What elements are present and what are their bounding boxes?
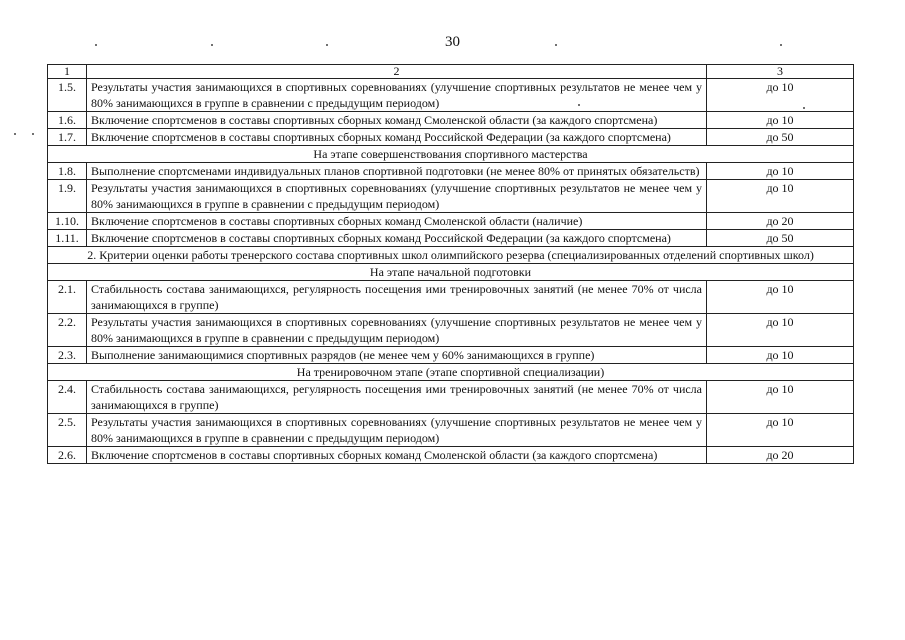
- score-value: до 10: [707, 281, 854, 314]
- table-row: [48, 414, 854, 447]
- table-row: [48, 79, 854, 112]
- row-number: 1.10.: [48, 213, 87, 230]
- scan-speck: [555, 44, 557, 46]
- score-value: до 10: [707, 163, 854, 180]
- section-row: [48, 247, 854, 264]
- table-row: [48, 129, 854, 146]
- section-heading: 2. Критерии оценки работы тренерского состава спортивных школ олимпийского резерва (специализированных отделений спортивных школ): [48, 247, 854, 264]
- criterion-text: Включение спортсменов в составы спортивных сборных команд Смоленской области (за каждого спортсмена): [87, 112, 707, 129]
- table-row: [48, 381, 854, 414]
- section-heading: На тренировочном этапе (этапе спортивной специализации): [48, 364, 854, 381]
- column-header: 3: [707, 65, 854, 79]
- scan-speck: [32, 133, 34, 135]
- score-value: до 20: [707, 213, 854, 230]
- section-heading: На этапе начальной подготовки: [48, 264, 854, 281]
- criteria-table-body: [48, 65, 854, 464]
- scan-speck: [780, 44, 782, 46]
- score-value: до 50: [707, 129, 854, 146]
- column-header: 1: [48, 65, 87, 79]
- criterion-text: Результаты участия занимающихся в спортивных соревнованиях (улучшение спортивных результатов не менее чем у 80% занимающихся в группе в сравнении с предыдущим периодом): [87, 414, 707, 447]
- row-number: 1.5.: [48, 79, 87, 112]
- table-row: [48, 163, 854, 180]
- table-row: [48, 230, 854, 247]
- row-number: 2.2.: [48, 314, 87, 347]
- criterion-text: Стабильность состава занимающихся, регулярность посещения ими тренировочных занятий (не менее 70% от числа занимающихся в группе): [87, 381, 707, 414]
- table-row: [48, 112, 854, 129]
- row-number: 2.5.: [48, 414, 87, 447]
- criterion-text: Включение спортсменов в составы спортивных сборных команд Российской Федерации (за каждого спортсмена): [87, 230, 707, 247]
- row-number: 1.11.: [48, 230, 87, 247]
- criterion-text: Результаты участия занимающихся в спортивных соревнованиях (улучшение спортивных результатов не менее чем у 80% занимающихся в группе в сравнении с предыдущим периодом): [87, 314, 707, 347]
- score-value: до 20: [707, 447, 854, 464]
- score-value: до 50: [707, 230, 854, 247]
- section-row: [48, 364, 854, 381]
- row-number: 2.4.: [48, 381, 87, 414]
- criterion-text: Включение спортсменов в составы спортивных сборных команд Смоленской области (за каждого спортсмена): [87, 447, 707, 464]
- table-row: [48, 213, 854, 230]
- row-number: 1.9.: [48, 180, 87, 213]
- page-number: 30: [445, 34, 460, 50]
- criterion-text: Стабильность состава занимающихся, регулярность посещения ими тренировочных занятий (не менее 70% от числа занимающихся в группе): [87, 281, 707, 314]
- score-value: до 10: [707, 79, 854, 112]
- score-value: до 10: [707, 414, 854, 447]
- score-value: до 10: [707, 314, 854, 347]
- criterion-text: Включение спортсменов в составы спортивных сборных команд Российской Федерации (за каждого спортсмена): [87, 129, 707, 146]
- table-row: [48, 180, 854, 213]
- row-number: 1.8.: [48, 163, 87, 180]
- row-number: 2.3.: [48, 347, 87, 364]
- column-header: 2: [87, 65, 707, 79]
- row-number: 2.1.: [48, 281, 87, 314]
- section-heading: На этапе совершенствования спортивного мастерства: [48, 146, 854, 163]
- table-header-row: [48, 65, 854, 79]
- table-row: [48, 314, 854, 347]
- row-number: 2.6.: [48, 447, 87, 464]
- table-row: [48, 281, 854, 314]
- criterion-text: Выполнение спортсменами индивидуальных планов спортивной подготовки (не менее 80% от принятых обязательств): [87, 163, 707, 180]
- table-row: [48, 447, 854, 464]
- score-value: до 10: [707, 180, 854, 213]
- scan-speck: [95, 44, 97, 46]
- criterion-text: Включение спортсменов в составы спортивных сборных команд Смоленской области (наличие): [87, 213, 707, 230]
- score-value: до 10: [707, 381, 854, 414]
- score-value: до 10: [707, 347, 854, 364]
- row-number: 1.7.: [48, 129, 87, 146]
- section-row: [48, 146, 854, 163]
- row-number: 1.6.: [48, 112, 87, 129]
- section-row: [48, 264, 854, 281]
- criterion-text: Результаты участия занимающихся в спортивных соревнованиях (улучшение спортивных результатов не менее чем у 80% занимающихся в группе в сравнении с предыдущим периодом): [87, 180, 707, 213]
- table-row: [48, 347, 854, 364]
- criterion-text: Результаты участия занимающихся в спортивных соревнованиях (улучшение спортивных результатов не менее чем у 80% занимающихся в группе в сравнении с предыдущим периодом): [87, 79, 707, 112]
- criterion-text: Выполнение занимающимися спортивных разрядов (не менее чем у 60% занимающихся в группе): [87, 347, 707, 364]
- scan-speck: [14, 133, 16, 135]
- scan-speck: [211, 44, 213, 46]
- score-value: до 10: [707, 112, 854, 129]
- scan-speck: [326, 44, 328, 46]
- criteria-table: [47, 64, 854, 464]
